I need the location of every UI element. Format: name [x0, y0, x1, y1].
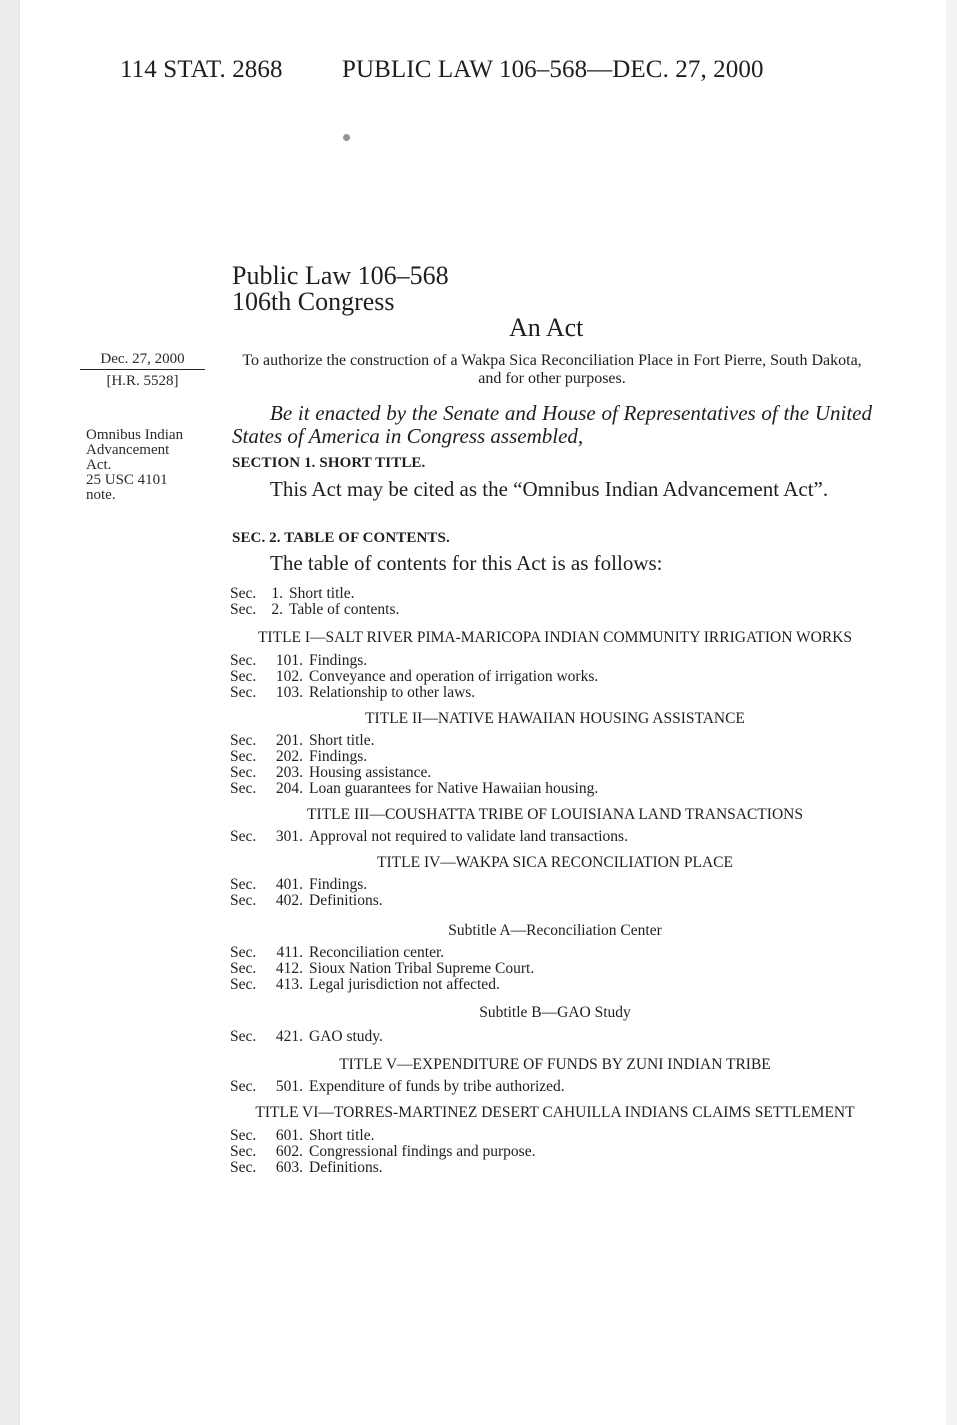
margin-note-line: 25 USC 4101	[86, 472, 168, 488]
toc-entry: Sec. 602. Congressional findings and purpose.	[230, 1143, 536, 1160]
toc-entry: Sec. 102. Conveyance and operation of irrigation works.	[230, 668, 599, 685]
toc-title-1-heading: TITLE I—SALT RIVER PIMA-MARICOPA INDIAN COMMUNITY IRRIGATION WORKS	[257, 629, 853, 646]
section-1-text: This Act may be cited as the “Omnibus Indian Advancement Act”.	[270, 477, 829, 501]
toc-entry: Sec. 1. Short title.	[230, 585, 355, 602]
toc-title-5-heading: TITLE V—EXPENDITURE OF FUNDS BY ZUNI INDIAN TRIBE	[339, 1056, 771, 1073]
toc-entry: Sec. 201. Short title.	[230, 732, 375, 749]
toc-entry: Sec. 101. Findings.	[230, 652, 368, 669]
act-purpose: To authorize the construction of a Wakpa Sica Reconciliation Place in Fort Pierre, South Dakota, and for other purposes.	[242, 352, 862, 387]
toc-entry: Sec. 413. Legal jurisdiction not affected.	[230, 976, 500, 993]
toc-entry: Sec. 402. Definitions.	[230, 892, 383, 909]
toc-entry: Sec. 411. Reconciliation center.	[230, 944, 445, 961]
margin-date: Dec. 27, 2000	[80, 352, 205, 370]
toc-entry: Sec. 501. Expenditure of funds by tribe authorized.	[230, 1078, 565, 1095]
toc-entry: Sec. 412. Sioux Nation Tribal Supreme Court.	[230, 960, 535, 977]
section-1-heading: SECTION 1. SHORT TITLE.	[232, 455, 426, 471]
margin-note-line: Omnibus Indian	[86, 427, 184, 443]
margin-note-line: note.	[86, 487, 116, 503]
section-2-text: The table of contents for this Act is as follows:	[270, 551, 663, 575]
toc-title-4-heading: TITLE IV—WAKPA SICA RECONCILIATION PLACE	[377, 854, 733, 871]
toc-entry: Sec. 2. Table of contents.	[230, 601, 400, 618]
toc-entry: Sec. 204. Loan guarantees for Native Hawaiian housing.	[230, 780, 599, 797]
margin-note-line: Advancement	[86, 442, 170, 458]
table-of-contents	[230, 586, 880, 1176]
toc-entry: Sec. 421. GAO study.	[230, 1028, 383, 1045]
running-head-stat: 114 STAT. 2868	[120, 56, 283, 83]
margin-note	[86, 428, 226, 503]
congress-label: 106th Congress	[232, 287, 395, 316]
toc-entry: Sec. 301. Approval not required to validate land transactions.	[230, 828, 628, 845]
an-act-heading: An Act	[509, 313, 584, 342]
margin-bill-number: [H.R. 5528]	[106, 373, 179, 389]
toc-entry: Sec. 203. Housing assistance.	[230, 764, 432, 781]
toc-entry: Sec. 603. Definitions.	[230, 1159, 383, 1176]
toc-title-6-heading: TITLE VI—TORRES-MARTINEZ DESERT CAHUILLA INDIANS CLAIMS SETTLEMENT	[255, 1104, 855, 1121]
toc-entry: Sec. 103. Relationship to other laws.	[230, 684, 476, 701]
scan-right-edge	[946, 0, 957, 1425]
toc-title-2-heading: TITLE II—NATIVE HAWAIIAN HOUSING ASSISTANCE	[365, 710, 745, 727]
toc-entry: Sec. 202. Findings.	[230, 748, 368, 765]
toc-subtitle-a-heading: Subtitle A—Reconciliation Center	[448, 922, 662, 939]
toc-title-3-heading: TITLE III—COUSHATTA TRIBE OF LOUISIANA LAND TRANSACTIONS	[307, 806, 803, 823]
section-2-heading: SEC. 2. TABLE OF CONTENTS.	[232, 530, 450, 546]
scan-speck	[343, 134, 350, 141]
scan-left-edge	[0, 0, 20, 1425]
margin-note-line: Act.	[86, 457, 112, 473]
toc-entry: Sec. 401. Findings.	[230, 876, 368, 893]
running-head-law: PUBLIC LAW 106–568—DEC. 27, 2000	[342, 56, 764, 83]
enacting-clause: Be it enacted by the Senate and House of Representatives of the United States of America in Congress assembled,	[232, 401, 872, 448]
toc-entry: Sec. 601. Short title.	[230, 1127, 375, 1144]
toc-subtitle-b-heading: Subtitle B—GAO Study	[479, 1004, 631, 1021]
public-law-number: Public Law 106–568	[232, 261, 449, 290]
